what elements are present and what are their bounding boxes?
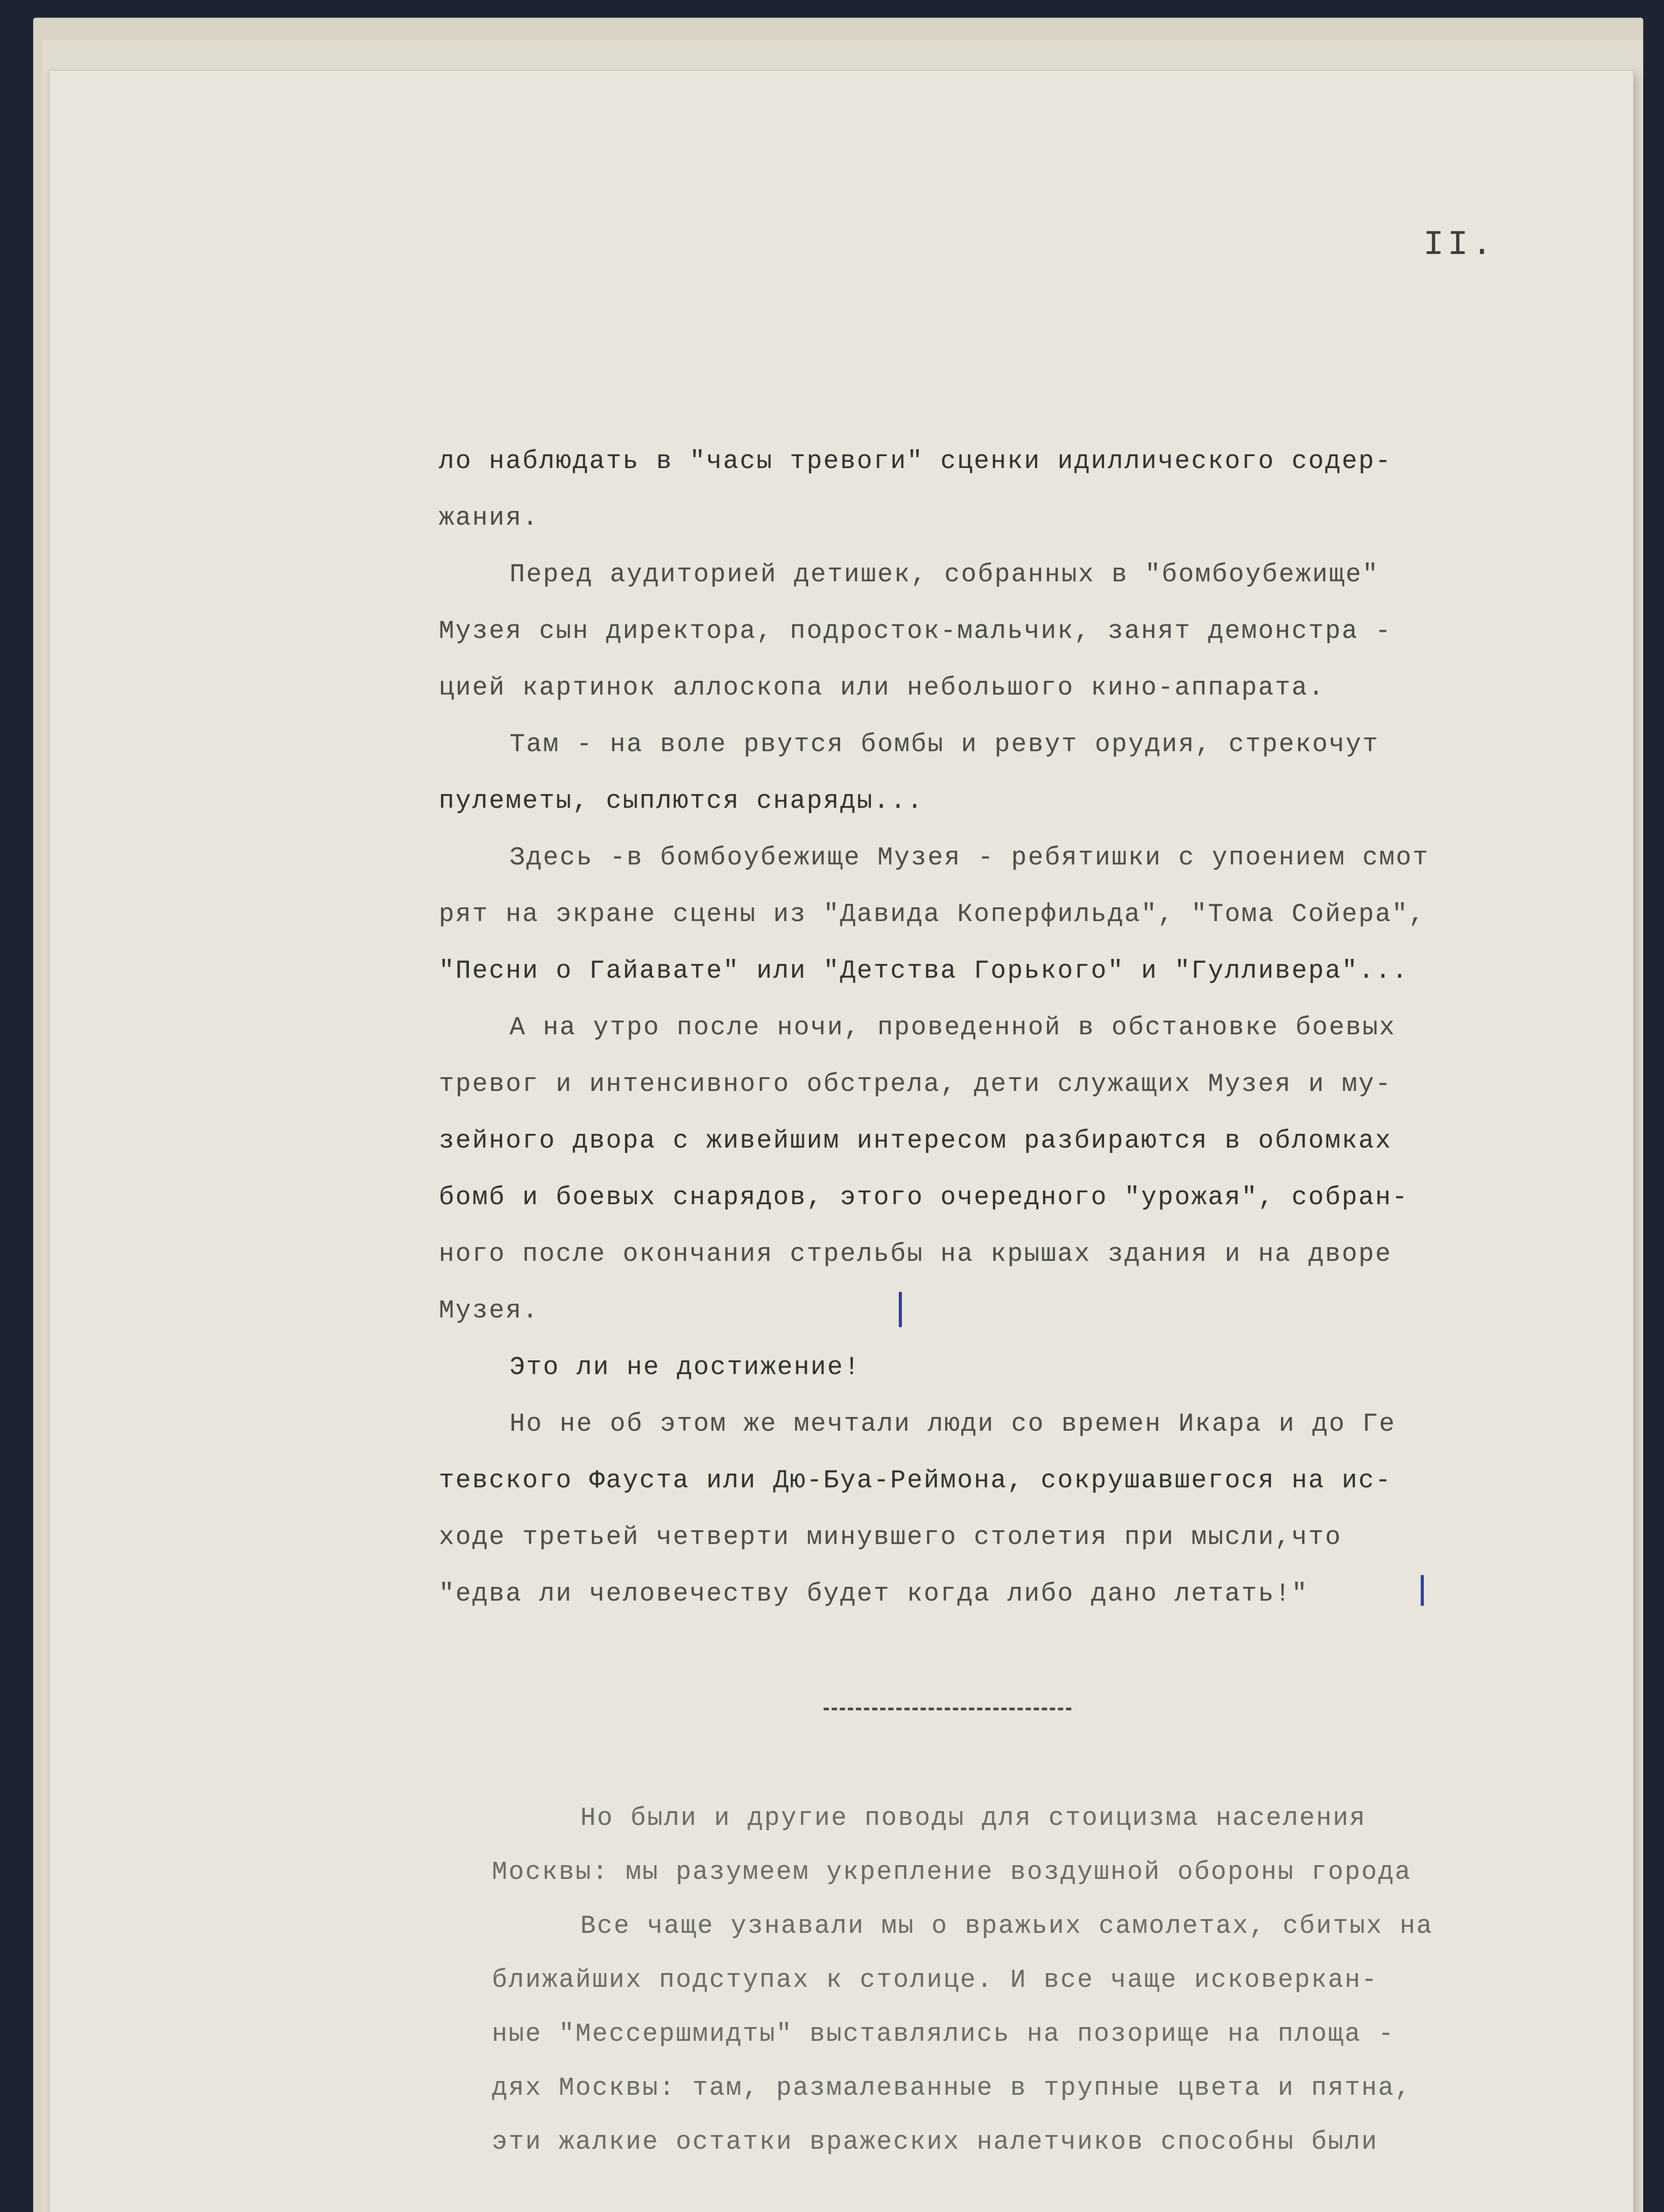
text-line: Перед аудиторией детишек, собранных в "бомбоубежище"	[510, 561, 1379, 589]
text-line: пулеметы, сыплются снаряды...	[439, 787, 924, 816]
text-line: зейного двора с живейшим интересом разбираются в обломках	[439, 1127, 1392, 1156]
second-section-text	[492, 1792, 1624, 2170]
text-line: "Песни о Гайавате" или "Детства Горького" и "Гулливера"...	[439, 957, 1409, 986]
text-line: Это ли не достижение!	[510, 1353, 861, 1382]
main-text	[439, 434, 1606, 1623]
text-line: Здесь -в бомбоубежище Музея - ребятишки с упоением смот	[510, 844, 1430, 872]
text-line: Но были и другие поводы для стоицизма населения	[580, 1804, 1366, 1833]
section-separator	[824, 1708, 1071, 1710]
text-line: "едва ли человечеству будет когда либо дано летать!"	[439, 1580, 1308, 1609]
text-line: ного после окончания стрельбы на крышах здания и на дворе	[439, 1240, 1392, 1269]
text-line: Музея сын директора, подросток-мальчик, занят демонстра -	[439, 617, 1392, 646]
text-line: ло наблюдать в "часы тревоги" сценки идиллического содер-	[439, 447, 1392, 476]
typescript-page	[50, 71, 1633, 2212]
text-line: бомб и боевых снарядов, этого очередного "урожая", собран-	[439, 1183, 1409, 1212]
text-line: Москвы: мы разумеем укрепление воздушной обороны города	[492, 1858, 1412, 1887]
text-line: Там - на воле рвутся бомбы и ревут орудия, стрекочут	[510, 730, 1379, 759]
text-line: эти жалкие остатки вражеских налетчиков способны были	[492, 2128, 1378, 2157]
text-line: ближайших подступах к столице. И все чаще исковеркан-	[492, 1966, 1378, 1995]
text-line: А на утро после ночи, проведенной в обстановке боевых	[510, 1014, 1396, 1042]
page-number: II.	[1423, 226, 1496, 265]
text-line: тревог и интенсивного обстрела, дети служащих Музея и му-	[439, 1070, 1392, 1099]
text-line: ходе третьей четверти минувшего столетия при мысли,что	[439, 1523, 1342, 1552]
text-line: ные "Мессершмидты" выставлялись на позорище на площа -	[492, 2020, 1395, 2049]
text-line: цией картинок аллоскопа или небольшого кино-аппарата.	[439, 674, 1325, 703]
correction-mark	[1421, 1575, 1424, 1606]
text-line: жания.	[439, 504, 539, 533]
text-line: Все чаще узнавали мы о вражьих самолетах, сбитых на	[580, 1912, 1434, 1941]
text-line: Но не об этом же мечтали люди со времен Икара и до Ге	[510, 1410, 1396, 1439]
text-line: тевского Фауста или Дю-Буа-Реймона, сокрушавшегося на ис-	[439, 1467, 1392, 1495]
text-line: Музея.	[439, 1297, 539, 1325]
correction-mark	[899, 1292, 902, 1327]
text-line: рят на экране сцены из "Давида Коперфильда", "Тома Сойера",	[439, 900, 1426, 929]
text-line: дях Москвы: там, размалеванные в трупные цвета и пятна,	[492, 2074, 1412, 2103]
